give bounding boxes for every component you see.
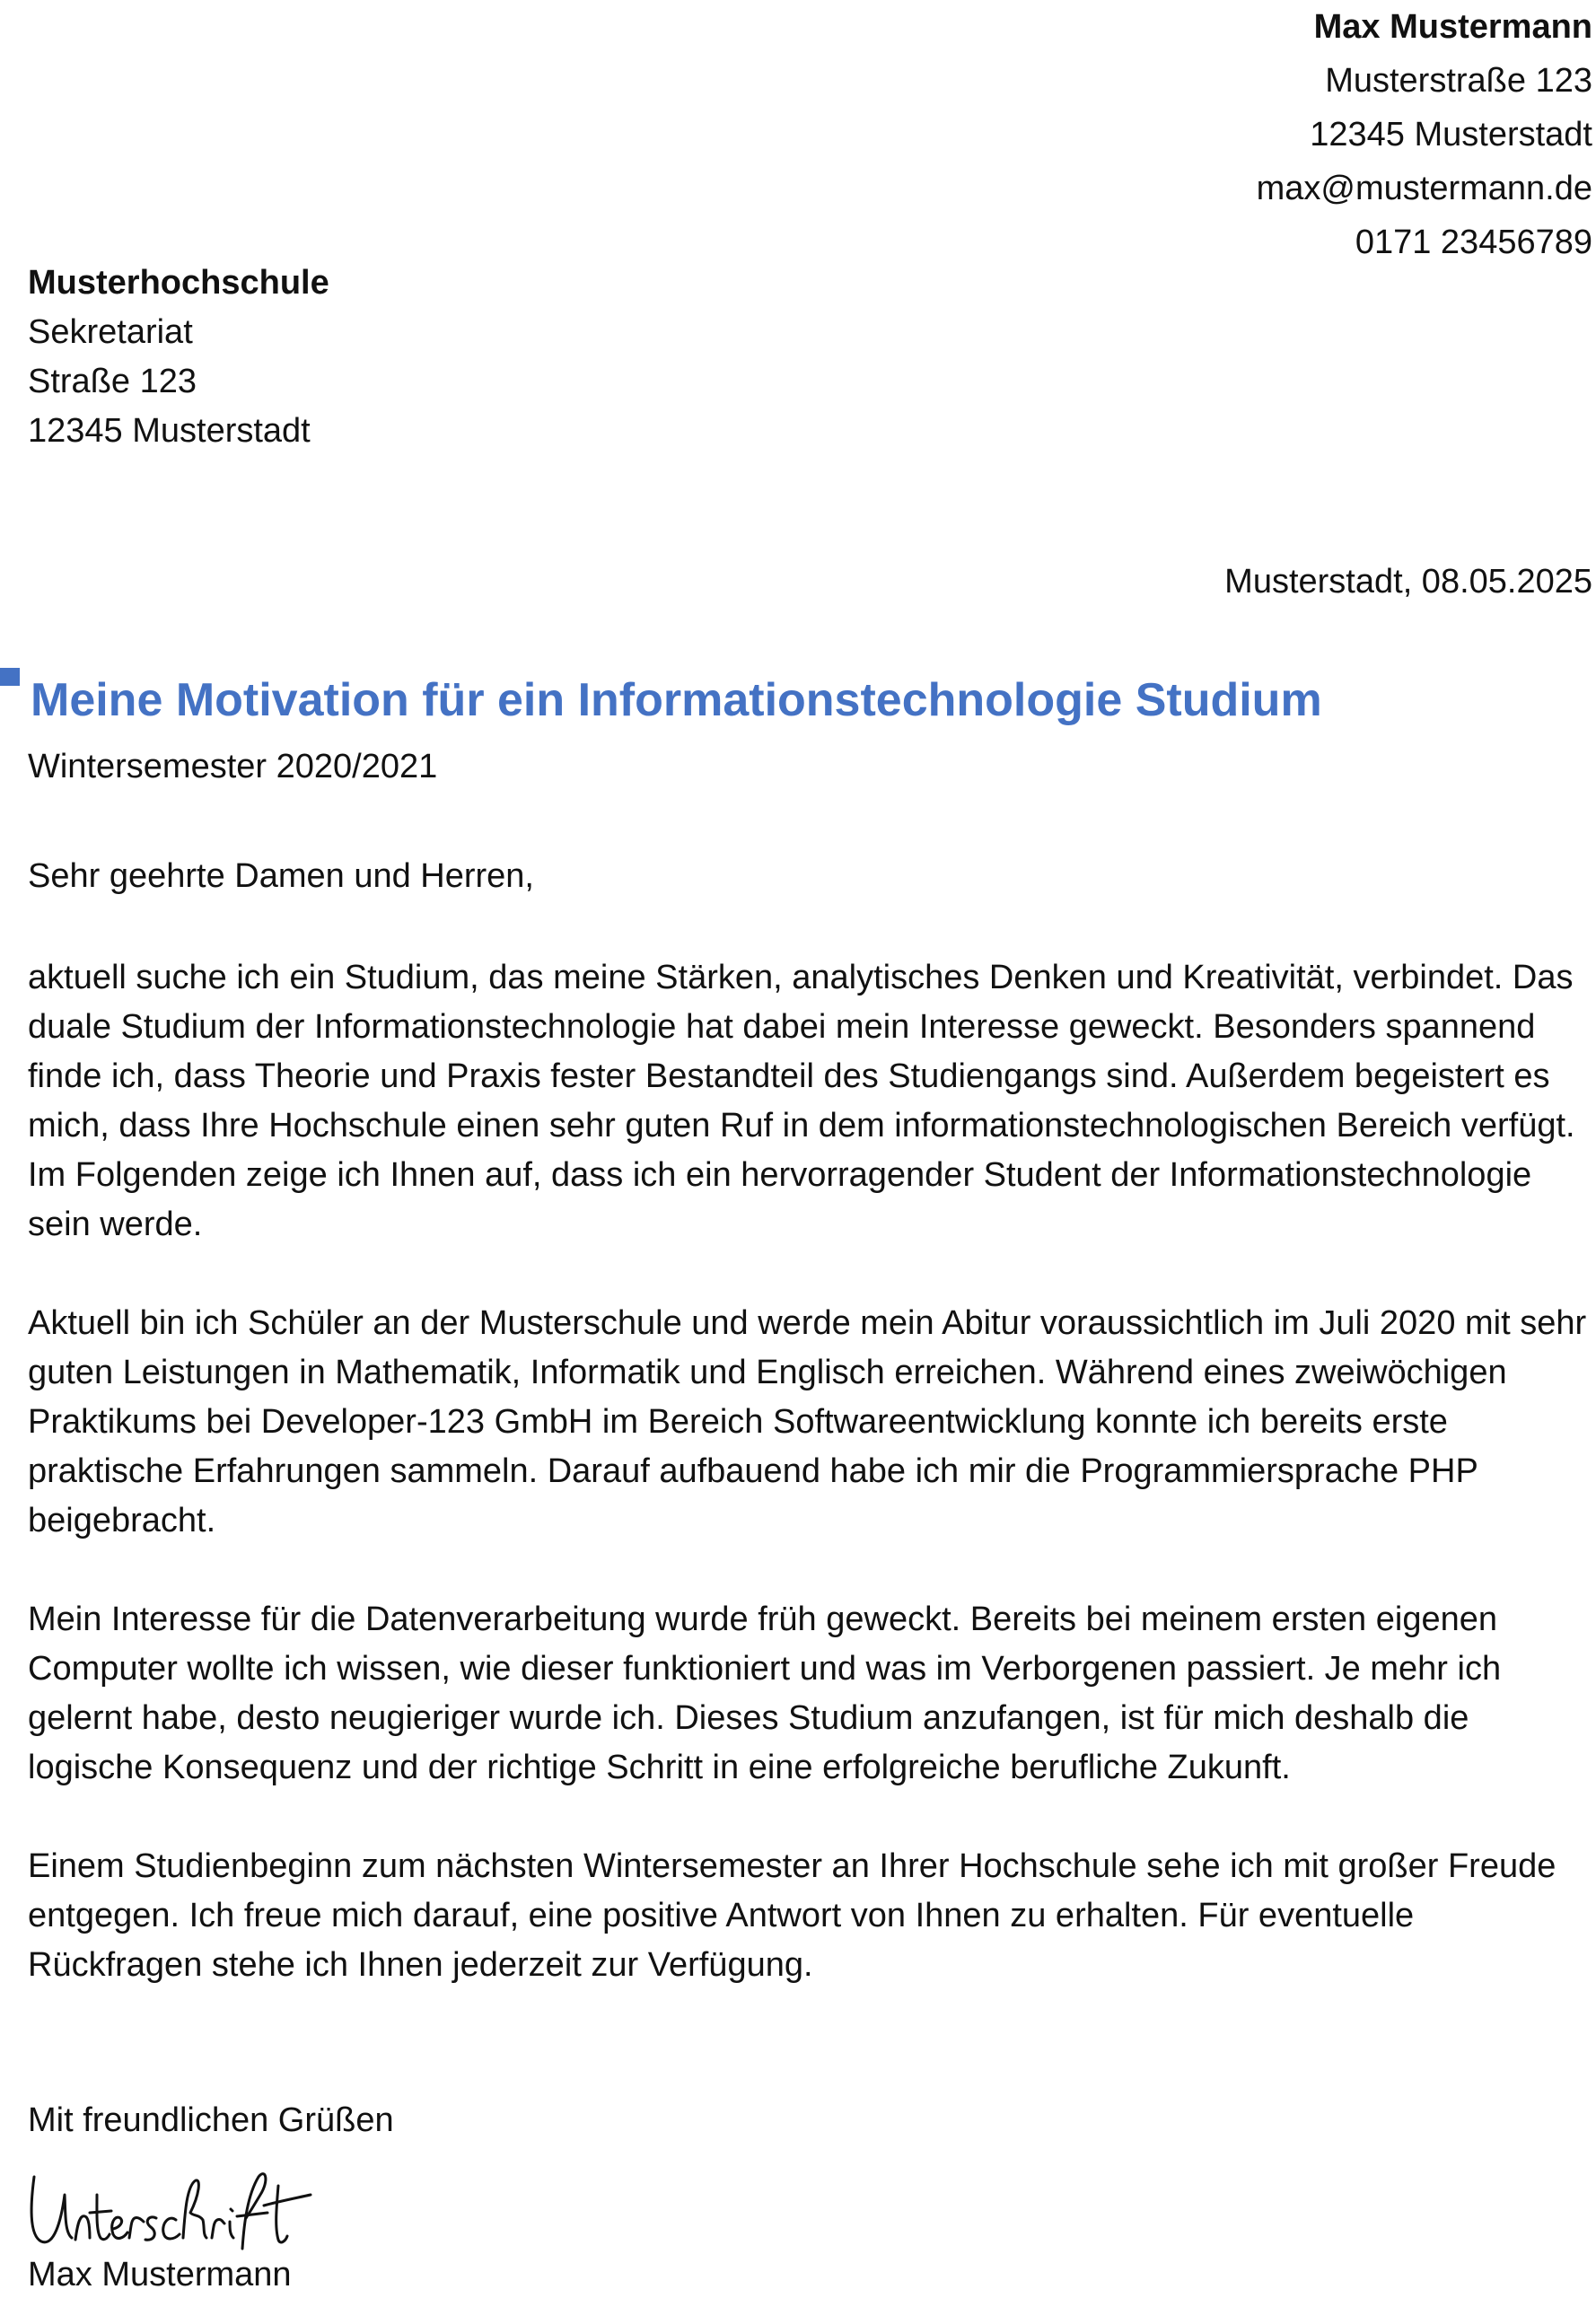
- signer-name: Max Mustermann: [28, 2256, 292, 2294]
- body-paragraph: aktuell suche ich ein Studium, das meine Stärken, analytisches Denken und Kreativität, verbindet. Das duale Studium der Informationstechnologie hat dabei mein Interesse geweckt. Besonders spannend finde ich, dass Theorie und Praxis fester Bestandteil des Studiengangs sind. Außerdem begeistert es mich, dass Ihre Hochschule einen sehr guten Ruf in dem informationstechnologischen Bereich verfügt. Im Folgenden zeige ich Ihnen auf, dass ich ein hervorragender Student der Informationstechnologie sein werde.: [28, 959, 1575, 1243]
- recipient-department: Sekretariat: [28, 313, 193, 351]
- salutation: Sehr geehrte Damen und Herren,: [28, 857, 534, 895]
- closing-line: Mit freundlichen Grüßen: [28, 2101, 394, 2139]
- sender-city: 12345 Musterstadt: [1310, 116, 1592, 153]
- sender-address-block: [1257, 0, 1592, 269]
- body-paragraph: Einem Studienbeginn zum nächsten Wintersemester an Ihrer Hochschule sehe ich mit großer Freude entgegen. Ich freue mich darauf, eine positive Antwort von Ihnen zu erhalten. Für eventuelle Rückfragen stehe ich Ihnen jederzeit zur Verfügung.: [28, 1847, 1557, 1984]
- recipient-organization: Musterhochschule: [28, 264, 329, 302]
- recipient-address-block: [28, 259, 329, 456]
- sender-name: Max Mustermann: [1313, 8, 1592, 46]
- recipient-street: Straße 123: [28, 363, 197, 400]
- sender-street: Musterstraße 123: [1325, 62, 1592, 100]
- letter-body: [28, 953, 1594, 2039]
- subject-heading: Meine Motivation für ein Informationstechnologie Studium: [31, 674, 1322, 726]
- semester-line: Wintersemester 2020/2021: [28, 748, 438, 785]
- recipient-city: 12345 Musterstadt: [28, 412, 311, 450]
- handwritten-signature: [25, 2159, 330, 2258]
- body-paragraph: Mein Interesse für die Datenverarbeitung wurde früh geweckt. Bereits bei meinem ersten eigenen Computer wollte ich wissen, wie dieser funktioniert und was im Verborgenen passiert. Je mehr ich gelernt habe, desto neugieriger wurde ich. Dieses Studium anzufangen, ist für mich deshalb die logische Konsequenz und der richtige Schritt in eine erfolgreiche berufliche Zukunft.: [28, 1601, 1502, 1786]
- heading-marker: [0, 668, 20, 686]
- body-paragraph: Aktuell bin ich Schüler an der Musterschule und werde mein Abitur voraussichtlich im Juli 2020 mit sehr guten Leistungen in Mathematik, Informatik und Englisch erreichen. Während eines zweiwöchigen Praktikums bei Developer-123 GmbH im Bereich Softwareentwicklung konnte ich bereits erste praktische Erfahrungen sammeln. Darauf aufbauend habe ich mir die Programmiersprache PHP beigebracht.: [28, 1304, 1587, 1539]
- sender-phone: 0171 23456789: [1355, 224, 1592, 261]
- date-line: Musterstadt, 08.05.2025: [1224, 563, 1592, 601]
- sender-email: max@mustermann.de: [1256, 170, 1592, 207]
